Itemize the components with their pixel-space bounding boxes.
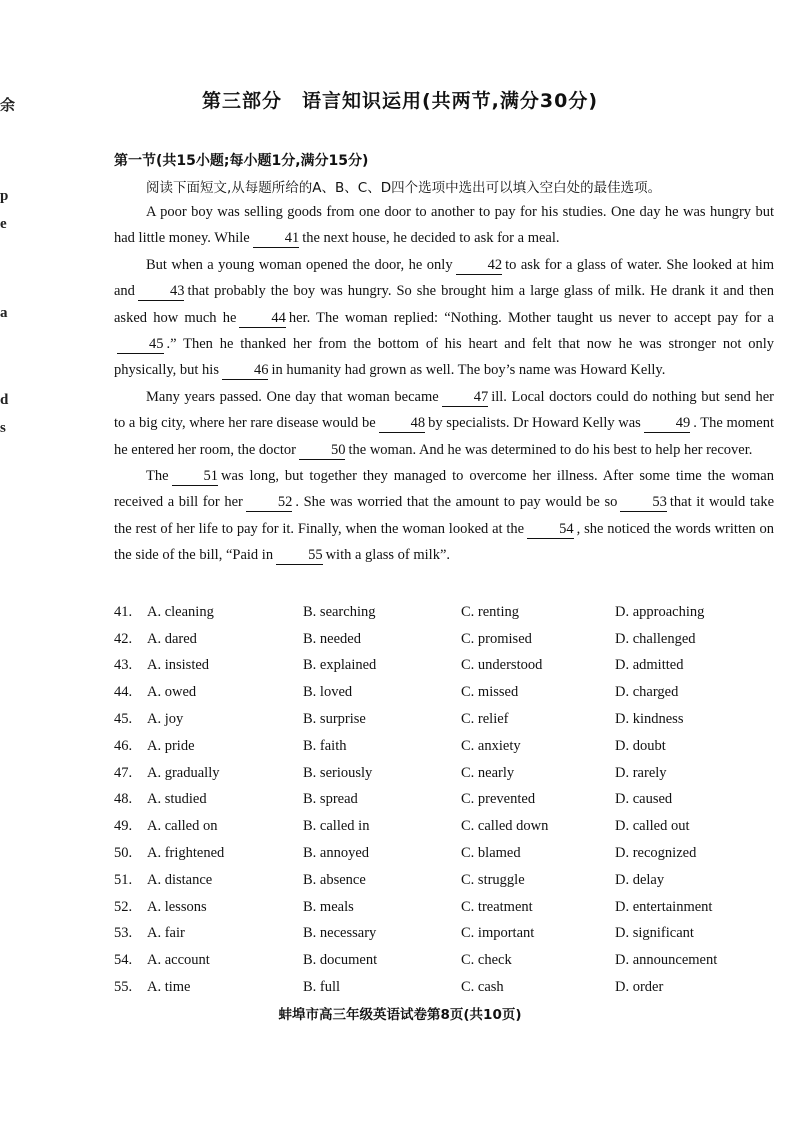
option-d: D. challenged: [615, 630, 696, 647]
passage-text: But when a young woman opened the door, he only: [146, 256, 453, 273]
blank-52: 52: [246, 493, 293, 512]
blank-45: 45: [117, 335, 164, 354]
option-a: A. owed: [147, 684, 197, 701]
option-d: D. significant: [615, 925, 694, 942]
question-row: [114, 947, 794, 974]
option-c: C. check: [461, 952, 512, 969]
option-b: B. loved: [303, 684, 353, 701]
blank-47: 47: [442, 388, 489, 407]
option-a: A. fair: [147, 925, 185, 942]
question-row: [114, 599, 794, 626]
edge-mark: s: [0, 420, 6, 436]
question-number: 48.: [114, 791, 133, 808]
option-a: A. time: [147, 979, 191, 996]
option-d: D. kindness: [615, 711, 684, 728]
question-row: [114, 733, 794, 760]
blank-48: 48: [379, 414, 426, 433]
passage-text: , she noticed the words written on the side of the bill, “Paid in: [114, 520, 774, 564]
option-c: C. blamed: [461, 845, 521, 862]
passage-text: in humanity had grown as well. The boy’s name was Howard Kelly.: [271, 362, 666, 379]
question-row: [114, 787, 794, 814]
question-number: 49.: [114, 818, 133, 835]
question-number: 54.: [114, 952, 133, 969]
option-c: C. called down: [461, 818, 549, 835]
blank-51: 51: [172, 467, 219, 486]
passage-text: . She was worried that the amount to pay would be so: [295, 494, 618, 511]
question-row: [114, 867, 794, 894]
option-c: C. struggle: [461, 871, 525, 888]
page-footer: 蚌埠市高三年级英语试卷第8页(共10页): [278, 1007, 522, 1023]
option-b: B. faith: [303, 737, 347, 754]
blank-53: 53: [620, 493, 667, 512]
edge-mark: e: [0, 216, 7, 232]
blank-43: 43: [138, 282, 185, 301]
question-number: 52.: [114, 898, 133, 915]
question-row: [114, 679, 794, 706]
edge-mark: d: [0, 392, 9, 408]
option-c: C. prevented: [461, 791, 536, 808]
question-number: 47.: [114, 764, 133, 781]
option-b: B. necessary: [303, 925, 377, 942]
option-b: B. seriously: [303, 764, 373, 781]
option-b: B. full: [303, 979, 341, 996]
blank-46: 46: [222, 361, 269, 380]
question-row: [114, 653, 794, 680]
paragraph-3: [114, 384, 774, 463]
question-number: 51.: [114, 871, 133, 888]
instruction-text: 阅读下面短文,从每题所给的A、B、C、D四个选项中选出可以填入空白处的最佳选项。: [146, 180, 662, 196]
option-c: C. important: [461, 925, 535, 942]
section-title: 第一节(共15小题;每小题1分,满分15分): [114, 153, 369, 169]
blank-50: 50: [299, 441, 346, 460]
passage-text: the woman. And he was determined to do his best to help her recover.: [348, 441, 753, 458]
option-b: B. absence: [303, 871, 366, 888]
option-a: A. dared: [147, 630, 197, 647]
paragraph-1: [114, 199, 774, 252]
question-number: 46.: [114, 737, 133, 754]
blank-42: 42: [456, 256, 503, 275]
question-number: 50.: [114, 845, 133, 862]
passage-text: The: [146, 468, 169, 485]
option-a: A. insisted: [147, 657, 210, 674]
option-a: A. pride: [147, 737, 195, 754]
option-c: C. anxiety: [461, 737, 521, 754]
edge-mark: p: [0, 188, 9, 204]
option-c: C. treatment: [461, 898, 533, 915]
option-b: B. searching: [303, 603, 376, 620]
blank-49: 49: [644, 414, 691, 433]
question-row: [114, 626, 794, 653]
question-row: [114, 974, 794, 1001]
edge-mark: a: [0, 305, 8, 321]
option-a: A. lessons: [147, 898, 207, 915]
passage-text: . The moment he entered her room, the doctor: [114, 415, 774, 458]
question-row: [114, 840, 794, 867]
part-title: 第三部分 语言知识运用(共两节,满分30分): [201, 90, 599, 112]
passage-text: A poor boy was selling goods from one door to another to pay for his studies. One day he was hungry but had little money. While: [114, 204, 774, 247]
option-a: A. called on: [147, 818, 218, 835]
option-a: A. joy: [147, 711, 184, 728]
option-b: B. document: [303, 952, 378, 969]
option-c: C. cash: [461, 979, 504, 996]
passage-text: the next house, he decided to ask for a meal.: [302, 230, 560, 247]
option-d: D. approaching: [615, 603, 705, 620]
option-b: B. called in: [303, 818, 370, 835]
question-number: 42.: [114, 630, 133, 647]
option-b: B. spread: [303, 791, 358, 808]
blank-54: 54: [527, 520, 574, 539]
option-a: A. cleaning: [147, 603, 214, 620]
option-c: C. missed: [461, 684, 519, 701]
option-d: D. order: [615, 979, 664, 996]
passage-text: .” Then he thanked her from the bottom of his heart and felt that now he was stronger not only physically, but his: [114, 336, 774, 379]
blank-41: 41: [253, 229, 300, 248]
option-c: C. renting: [461, 603, 519, 620]
option-d: D. charged: [615, 684, 679, 701]
edge-mark: 余: [0, 98, 16, 114]
option-d: D. admitted: [615, 657, 684, 674]
passage-text: that it would take the rest of her life to pay for it. Finally, when the woman looked at the: [114, 494, 775, 537]
question-number: 44.: [114, 684, 133, 701]
passage-text: Many years passed. One day that woman became: [146, 388, 439, 405]
option-a: A. studied: [147, 791, 207, 808]
passage-text: to ask for a glass of water. She looked at him and: [114, 256, 774, 300]
option-a: A. frightened: [147, 845, 225, 862]
option-c: C. nearly: [461, 764, 515, 781]
paragraph-4: [114, 463, 774, 569]
option-a: A. distance: [147, 871, 213, 888]
question-row: [114, 921, 794, 948]
option-b: B. explained: [303, 657, 377, 674]
option-b: B. surprise: [303, 711, 366, 728]
option-d: D. delay: [615, 871, 665, 888]
question-number: 55.: [114, 979, 133, 996]
passage-text: that probably the boy was hungry. So she brought him a large glass of milk. He drank it and then asked how much he: [114, 283, 774, 326]
option-b: B. meals: [303, 898, 354, 915]
question-row: [114, 894, 794, 921]
option-a: A. gradually: [147, 764, 220, 781]
question-number: 45.: [114, 711, 133, 728]
question-number: 43.: [114, 657, 133, 674]
option-c: C. relief: [461, 711, 509, 728]
option-b: B. needed: [303, 630, 361, 647]
options-list: [114, 599, 794, 1001]
cloze-passage: [114, 199, 774, 569]
question-number: 53.: [114, 925, 133, 942]
passage-text: ill. Local doctors could do nothing but send her to a big city, where her rare disease would be: [114, 388, 775, 432]
blank-44: 44: [239, 309, 286, 328]
passage-text: by specialists. Dr Howard Kelly was: [428, 415, 641, 432]
option-d: D. recognized: [615, 845, 697, 862]
option-d: D. announcement: [615, 952, 718, 969]
option-d: D. caused: [615, 791, 673, 808]
passage-text: her. The woman replied: “Nothing. Mother taught us never to accept pay for a: [288, 309, 774, 326]
passage-text: with a glass of milk”.: [325, 547, 451, 564]
option-b: B. annoyed: [303, 845, 370, 862]
option-d: D. rarely: [615, 764, 667, 781]
question-row: [114, 813, 794, 840]
option-a: A. account: [147, 952, 210, 969]
paragraph-2: [114, 252, 774, 384]
question-row: [114, 760, 794, 787]
passage-text: was long, but together they managed to overcome her illness. After some time the woman received a bill for her: [114, 468, 774, 511]
blank-55: 55: [276, 546, 323, 565]
option-d: D. entertainment: [615, 898, 713, 915]
option-d: D. called out: [615, 818, 690, 835]
option-d: D. doubt: [615, 737, 666, 754]
option-c: C. promised: [461, 630, 532, 647]
question-number: 41.: [114, 603, 133, 620]
option-c: C. understood: [461, 657, 543, 674]
question-row: [114, 706, 794, 733]
